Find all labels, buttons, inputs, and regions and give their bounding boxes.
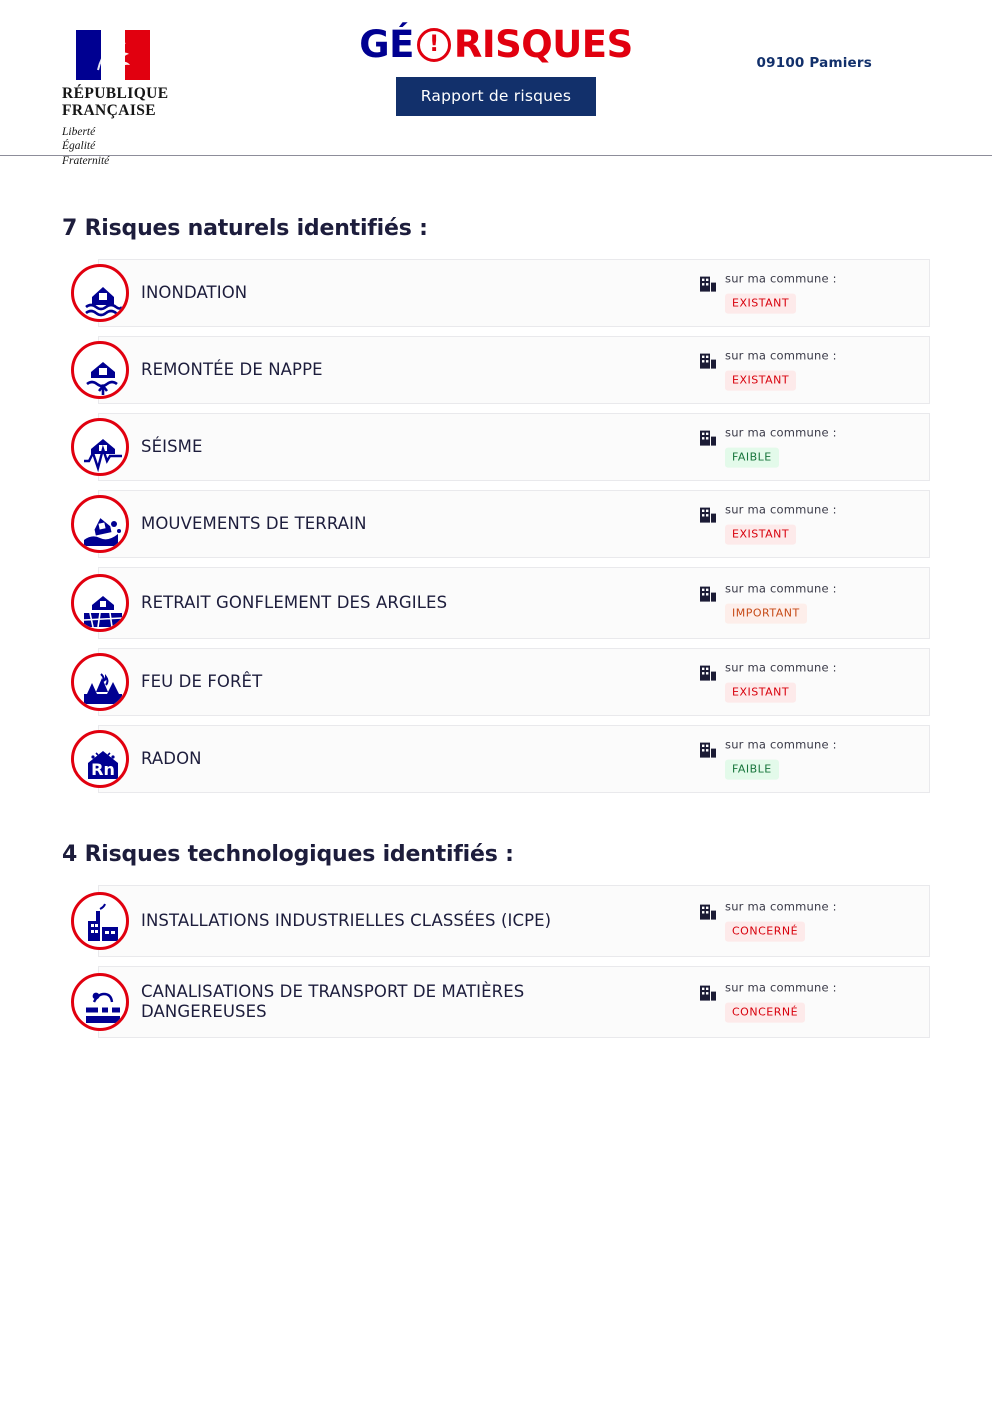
risk-card-mouvements-de-terrain[interactable] [98,490,930,558]
risk-label: MOUVEMENTS DE TERRAIN [141,513,367,533]
brand-title-suffix: RISQUES [453,23,633,66]
risk-status [699,982,837,1023]
risk-status [699,583,837,624]
risk-status [699,273,837,314]
motto-liberte: Liberté [62,125,96,138]
motto-fraternite: Fraternité [62,155,110,168]
republic-name-line2: FRANÇAISE [62,102,157,120]
republic-name [62,85,222,120]
risk-status [699,662,837,703]
status-scope-label: sur ma commune : [725,899,837,914]
risk-label: RADON [141,748,202,768]
section-title-technologiques: 4 Risques technologiques identifiés : [62,842,514,867]
risk-card-inondation[interactable] [98,259,930,327]
risk-status [699,739,837,780]
commune-building-icon [699,664,717,684]
status-scope-label: sur ma commune : [725,271,837,286]
risk-label: SÉISME [141,436,203,456]
risk-status [699,504,837,545]
risk-card-feu-de-foret[interactable] [98,648,930,716]
risk-card-remontee-de-nappe[interactable] [98,336,930,404]
republic-motto [62,125,222,169]
status-scope-label: sur ma commune : [725,502,837,517]
status-scope-label: sur ma commune : [725,348,837,363]
risk-status [699,901,837,942]
status-scope-label: sur ma commune : [725,980,837,995]
clay-shrink-swell-icon [71,574,129,632]
groundwater-rise-icon [71,341,129,399]
landslide-icon [71,495,129,553]
risk-list-technologiques [62,885,930,1038]
status-badge: EXISTANT [725,370,796,390]
commune-building-icon [699,903,717,923]
pipeline-icon [71,973,129,1031]
status-badge: IMPORTANT [725,603,807,623]
risk-card-radon[interactable] [91,725,930,793]
page-header [0,0,992,168]
status-badge: CONCERNÉ [725,1002,805,1022]
status-scope-label: sur ma commune : [725,660,837,675]
risk-card-canalisations-transport[interactable] [98,966,930,1038]
commune-building-icon [699,275,717,295]
section-title-naturels: 7 Risques naturels identifiés : [62,216,428,241]
section-risques-naturels [62,156,930,793]
radon-icon [71,730,129,788]
exclamation-glyph: ! [429,31,439,57]
motto-egalite: Égalité [62,140,96,153]
status-badge: EXISTANT [725,293,796,313]
georisques-brand [326,23,666,116]
warning-circle-icon [417,28,451,62]
commune-building-icon [699,585,717,605]
risk-label: FEU DE FORÊT [141,671,263,691]
brand-title-prefix: GÉ [359,23,414,66]
brand-title [326,23,666,66]
french-flag-icon [76,30,150,80]
risk-card-seisme[interactable] [98,413,930,481]
risk-label: REMONTÉE DE NAPPE [141,359,323,379]
marianne-glyph-icon [76,30,150,80]
republic-name-line1: RÉPUBLIQUE [62,85,169,102]
flood-icon [71,264,129,322]
risk-list-naturels [62,259,930,793]
risk-card-installations-industrielles[interactable] [98,885,930,957]
earthquake-icon [71,418,129,476]
risk-label: INONDATION [141,282,248,302]
republique-francaise-logo [62,30,222,169]
risk-label: RETRAIT GONFLEMENT DES ARGILES [141,592,448,612]
report-content [0,156,992,1038]
commune-building-icon [699,352,717,372]
risk-label: CANALISATIONS DE TRANSPORT DE MATIÈRES DANGEREUSES [141,981,525,1021]
status-scope-label: sur ma commune : [725,425,837,440]
status-scope-label: sur ma commune : [725,737,837,752]
status-badge: EXISTANT [725,682,796,702]
section-risques-technologiques [62,802,930,1038]
commune-building-icon [699,506,717,526]
svg-text:Rn: Rn [91,760,115,779]
commune-building-icon [699,741,717,761]
status-badge: FAIBLE [725,447,779,467]
locality-label: 09100 Pamiers [756,55,872,71]
status-badge: EXISTANT [725,524,796,544]
risk-status [699,350,837,391]
risk-card-retrait-gonflement-argiles[interactable] [98,567,930,639]
commune-building-icon [699,429,717,449]
status-badge: FAIBLE [725,759,779,779]
forest-fire-icon [71,653,129,711]
risk-status [699,427,837,468]
commune-building-icon [699,984,717,1004]
rapport-de-risques-button[interactable]: Rapport de risques [396,77,596,116]
industrial-plant-icon [71,892,129,950]
status-badge: CONCERNÉ [725,921,805,941]
risk-label: INSTALLATIONS INDUSTRIELLES CLASSÉES (ICPE) [141,910,552,930]
status-scope-label: sur ma commune : [725,581,837,596]
